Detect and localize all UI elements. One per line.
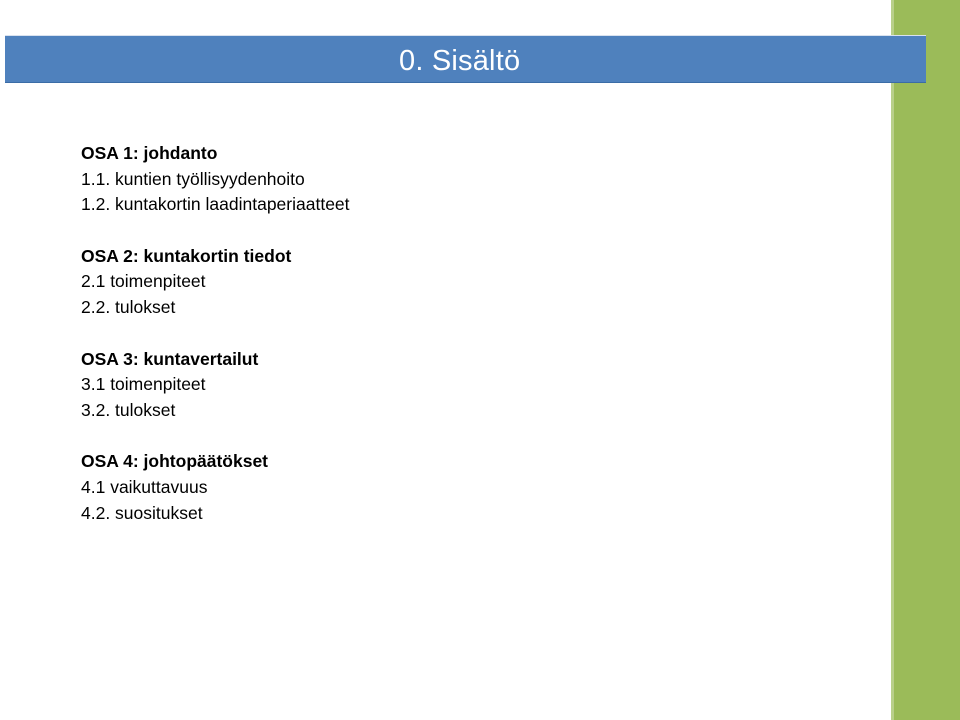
table-of-contents	[81, 141, 861, 552]
slide-title: 0. Sisältö	[399, 45, 521, 77]
toc-section-heading: OSA 3: kuntavertailut	[81, 348, 259, 369]
toc-item: 4.2. suositukset	[81, 502, 203, 523]
toc-section-3	[81, 347, 861, 424]
side-accent-bar-edge	[891, 0, 894, 720]
toc-section-4	[81, 449, 861, 526]
toc-item: 2.1 toimenpiteet	[81, 271, 206, 292]
toc-item: 3.2. tulokset	[81, 399, 176, 420]
toc-item: 2.2. tulokset	[81, 296, 176, 317]
toc-section-heading: OSA 4: johtopäätökset	[81, 451, 269, 472]
toc-section-1	[81, 141, 861, 218]
toc-item: 1.2. kuntakortin laadintaperiaatteet	[81, 194, 350, 215]
toc-section-2	[81, 244, 861, 321]
toc-item: 3.1 toimenpiteet	[81, 374, 206, 395]
toc-item: 4.1 vaikuttavuus	[81, 476, 208, 497]
toc-section-heading: OSA 2: kuntakortin tiedot	[81, 245, 292, 266]
toc-section-heading: OSA 1: johdanto	[81, 143, 218, 163]
side-accent-bar	[891, 0, 960, 720]
toc-item: 1.1. kuntien työllisyydenhoito	[81, 168, 305, 189]
